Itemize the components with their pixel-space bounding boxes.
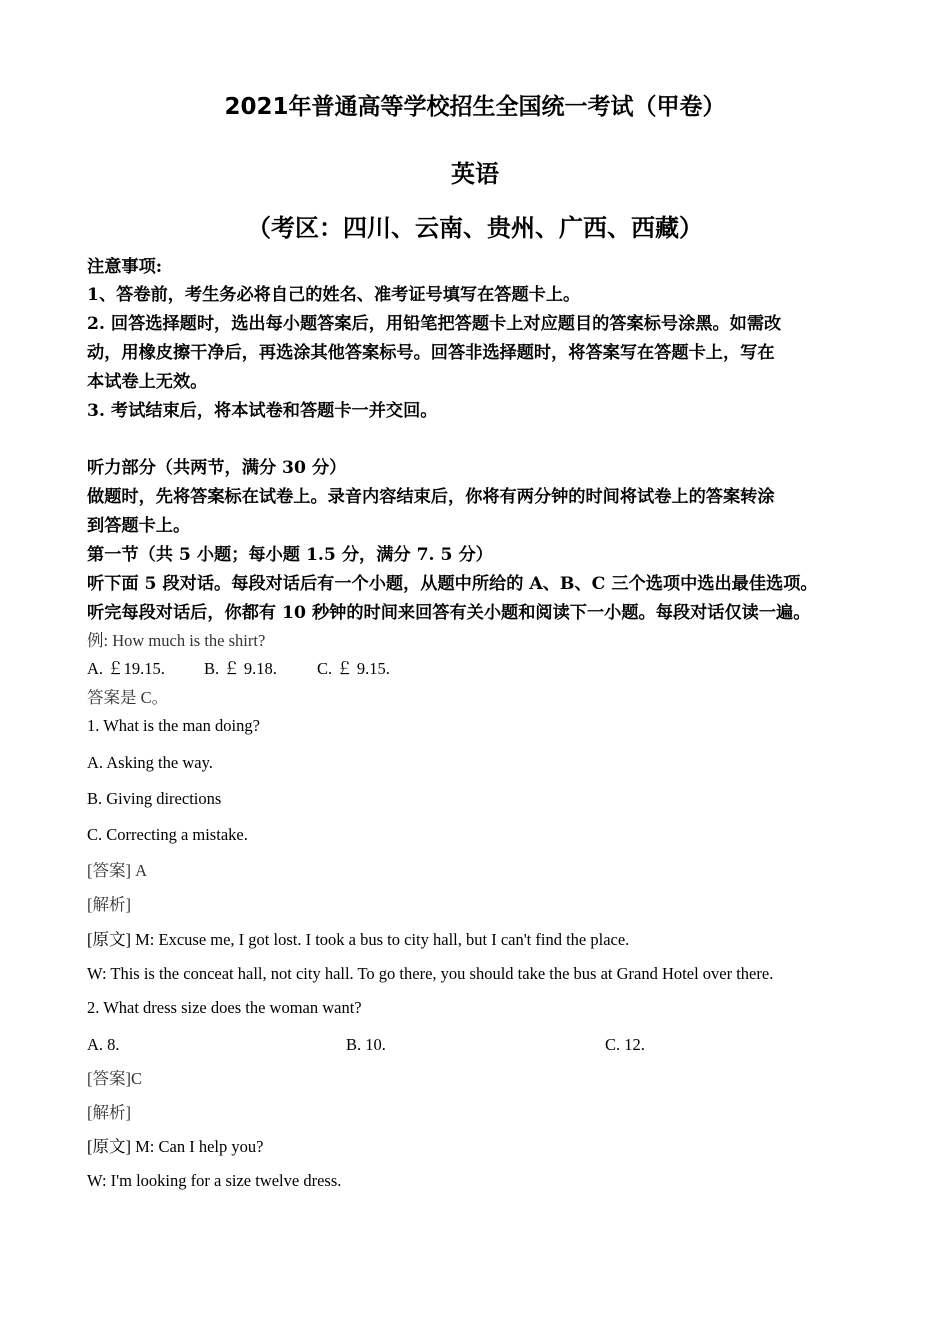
question-1-option-a: A. Asking the way. [87,753,213,772]
listening-instruction-line-2: 到答题卡上。 [87,516,191,536]
question-2-analysis: [解析] [87,1103,131,1122]
main-title: 2021年普通高等学校招生全国统一考试（甲卷） [224,94,726,120]
notice-item-1: 1、答卷前，考生务必将自己的姓名、准考证号填写在答题卡上。 [87,285,581,305]
question-1-option-b: B. Giving directions [87,789,222,808]
question-1-answer: [答案] A [87,861,148,880]
question-1: 1. What is the man doing? [87,716,260,735]
example-option-a: A. ￡19.15. [87,659,165,678]
example-option-c: C. ￡ 9.15. [317,659,390,678]
example-question: 例: How much is the shirt? [87,631,266,650]
question-1-transcript-1: [原文] M: Excuse me, I got lost. I took a bus to city hall, but I can't find the place. [87,930,630,949]
example-option-b: B. ￡ 9.18. [204,659,277,678]
listening-instruction-line-1: 做题时，先将答案标在试卷上。录音内容结束后，你将有两分钟的时间将试卷上的答案转涂 [87,487,775,507]
notice-item-3: 3. 考试结束后，将本试卷和答题卡一并交回。 [87,401,438,421]
question-2: 2. What dress size does the woman want? [87,998,362,1017]
question-2-option-c: C. 12. [605,1035,645,1054]
notice-item-2-line-2: 动，用橡皮擦干净后，再选涂其他答案标号。回答非选择题时，将答案写在答题卡上，写在 [87,343,775,363]
question-2-transcript-1: [原文] M: Can I help you? [87,1137,264,1156]
question-2-answer: [答案]C [87,1069,142,1088]
section-1-heading: 第一节（共 5 小题；每小题 1.5 分，满分 7. 5 分） [87,545,493,565]
subject-title: 英语 [451,160,499,188]
example-answer: 答案是 C。 [87,688,169,707]
question-1-analysis: [解析] [87,895,131,914]
regions-title: （考区：四川、云南、贵州、广西、西藏） [247,213,703,242]
question-2-transcript-2: W: I'm looking for a size twelve dress. [87,1171,342,1190]
question-1-transcript-2: W: This is the conceat hall, not city hall. To go there, you should take the bus at Grand Hotel over there. [87,964,774,983]
section-1-instruction-line-1: 听下面 5 段对话。每段对话后有一个小题，从题中所给的 A、B、C 三个选项中选出最佳选项。 [87,574,818,594]
notice-item-2-line-3: 本试卷上无效。 [87,372,208,392]
notice-item-2-line-1: 2. 回答选择题时，选出每小题答案后，用铅笔把答题卡上对应题目的答案标号涂黑。如需改 [87,314,782,334]
listening-heading: 听力部分（共两节，满分 30 分） [87,458,347,478]
section-1-instruction-line-2: 听完每段对话后，你都有 10 秒钟的时间来回答有关小题和阅读下一小题。每段对话仅读一遍。 [87,603,811,623]
question-1-option-c: C. Correcting a mistake. [87,825,248,844]
question-2-option-b: B. 10. [346,1035,386,1054]
notice-heading: 注意事项: [87,257,163,277]
question-2-option-a: A. 8. [87,1035,120,1054]
